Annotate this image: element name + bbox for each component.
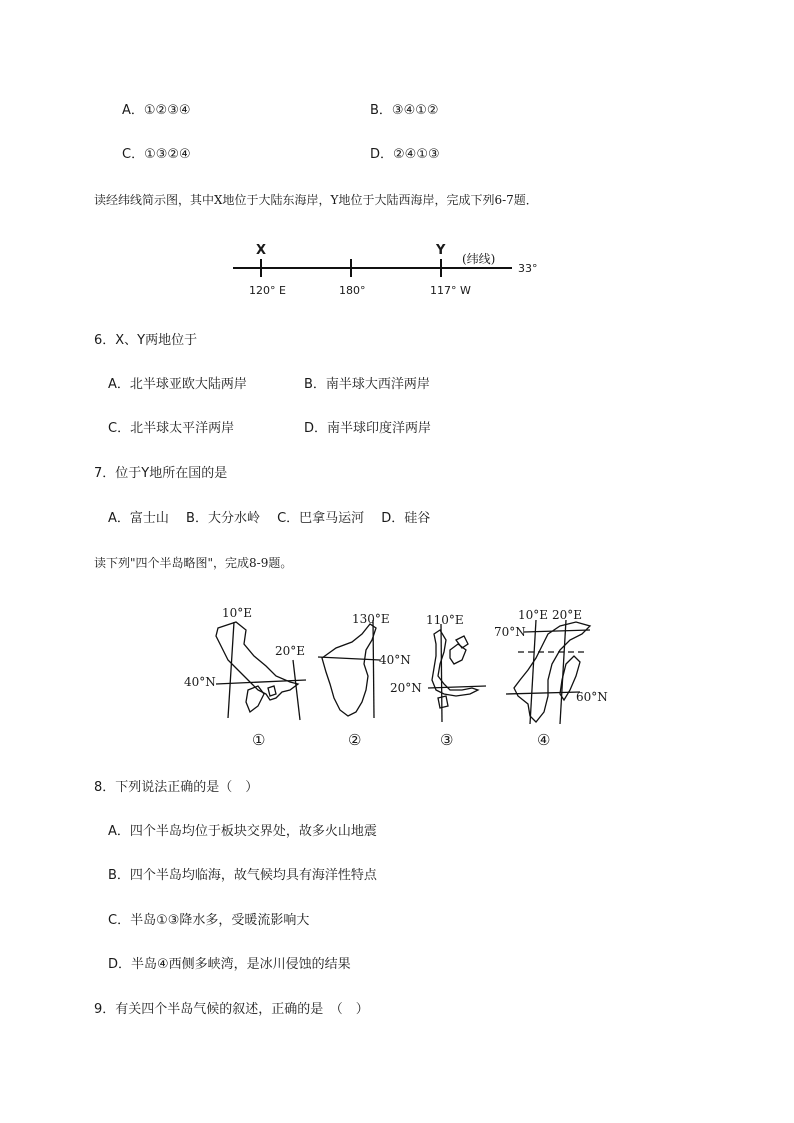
latitude-value: 33° bbox=[518, 262, 538, 275]
q8-option-d: D．半岛④西侧多峡湾，是冰川侵蚀的结果 bbox=[108, 957, 351, 972]
q6-option-a: A．北半球亚欧大陆两岸 bbox=[108, 377, 247, 392]
point-y-label: Y bbox=[436, 243, 446, 258]
point-x-label: X bbox=[256, 243, 267, 258]
p4-lat1: 70°N bbox=[494, 625, 526, 639]
q8-option-b: B．四个半岛均临海，故气候均具有海洋性特点 bbox=[108, 868, 377, 883]
peninsula-2-map bbox=[318, 620, 380, 718]
q6-option-c: C．北半球太平洋两岸 bbox=[108, 421, 235, 436]
latitude-note: (纬线) bbox=[462, 252, 496, 266]
q5-option-c: C．①③②④ bbox=[122, 147, 191, 162]
p3-number: ③ bbox=[440, 731, 454, 749]
p1-number: ① bbox=[252, 731, 266, 749]
p1-lon1: 10°E bbox=[222, 606, 253, 620]
q5-option-d: D．②④①③ bbox=[370, 147, 440, 162]
p1-lat: 40°N bbox=[184, 675, 216, 689]
q6-stem: 6．X、Y两地位于 bbox=[94, 333, 198, 348]
p1-lon2: 20°E bbox=[275, 644, 306, 658]
q8-option-c: C．半岛①③降水多，受暖流影响大 bbox=[108, 913, 310, 928]
p2-number: ② bbox=[348, 731, 362, 749]
q9-stem: 9．有关四个半岛气候的叙述，正确的是 （ ） bbox=[94, 1002, 369, 1017]
intro-questions-6-7: 读经纬线简示图，其中X地位于大陆东海岸，Y地位于大陆西海岸，完成下列6-7题． bbox=[94, 193, 538, 207]
intro-questions-8-9: 读下列"四个半岛略图"，完成8-9题。 bbox=[94, 556, 293, 570]
q5-option-b: B．③④①② bbox=[370, 103, 439, 118]
q8-option-a: A．四个半岛均位于板块交界处，故多火山地震 bbox=[108, 824, 377, 839]
p2-lat: 40°N bbox=[379, 653, 411, 667]
peninsula-3-map bbox=[428, 624, 486, 722]
p2-lon: 130°E bbox=[352, 612, 390, 626]
q7-options: A．富士山 B．大分水岭 C．巴拿马运河 D．硅谷 bbox=[108, 511, 431, 526]
peninsula-1-map bbox=[216, 622, 306, 720]
q5-option-a: A．①②③④ bbox=[122, 103, 191, 118]
p4-number: ④ bbox=[537, 731, 551, 749]
q6-option-b: B．南半球大西洋两岸 bbox=[304, 377, 430, 392]
q8-stem: 8．下列说法正确的是（ ） bbox=[94, 780, 259, 795]
longitude-117w: 117° W bbox=[430, 284, 471, 297]
p3-lat: 20°N bbox=[390, 681, 422, 695]
longitude-180: 180° bbox=[339, 284, 366, 297]
longitude-120e: 120° E bbox=[249, 284, 286, 297]
q6-option-d: D．南半球印度洋两岸 bbox=[304, 421, 432, 436]
p3-lon: 110°E bbox=[426, 613, 464, 627]
p4-lon1: 10°E bbox=[518, 608, 549, 622]
q7-stem: 7．位于Y地所在国的是 bbox=[94, 466, 228, 481]
p4-lat2: 60°N bbox=[576, 690, 608, 704]
p4-lon2: 20°E bbox=[552, 608, 583, 622]
